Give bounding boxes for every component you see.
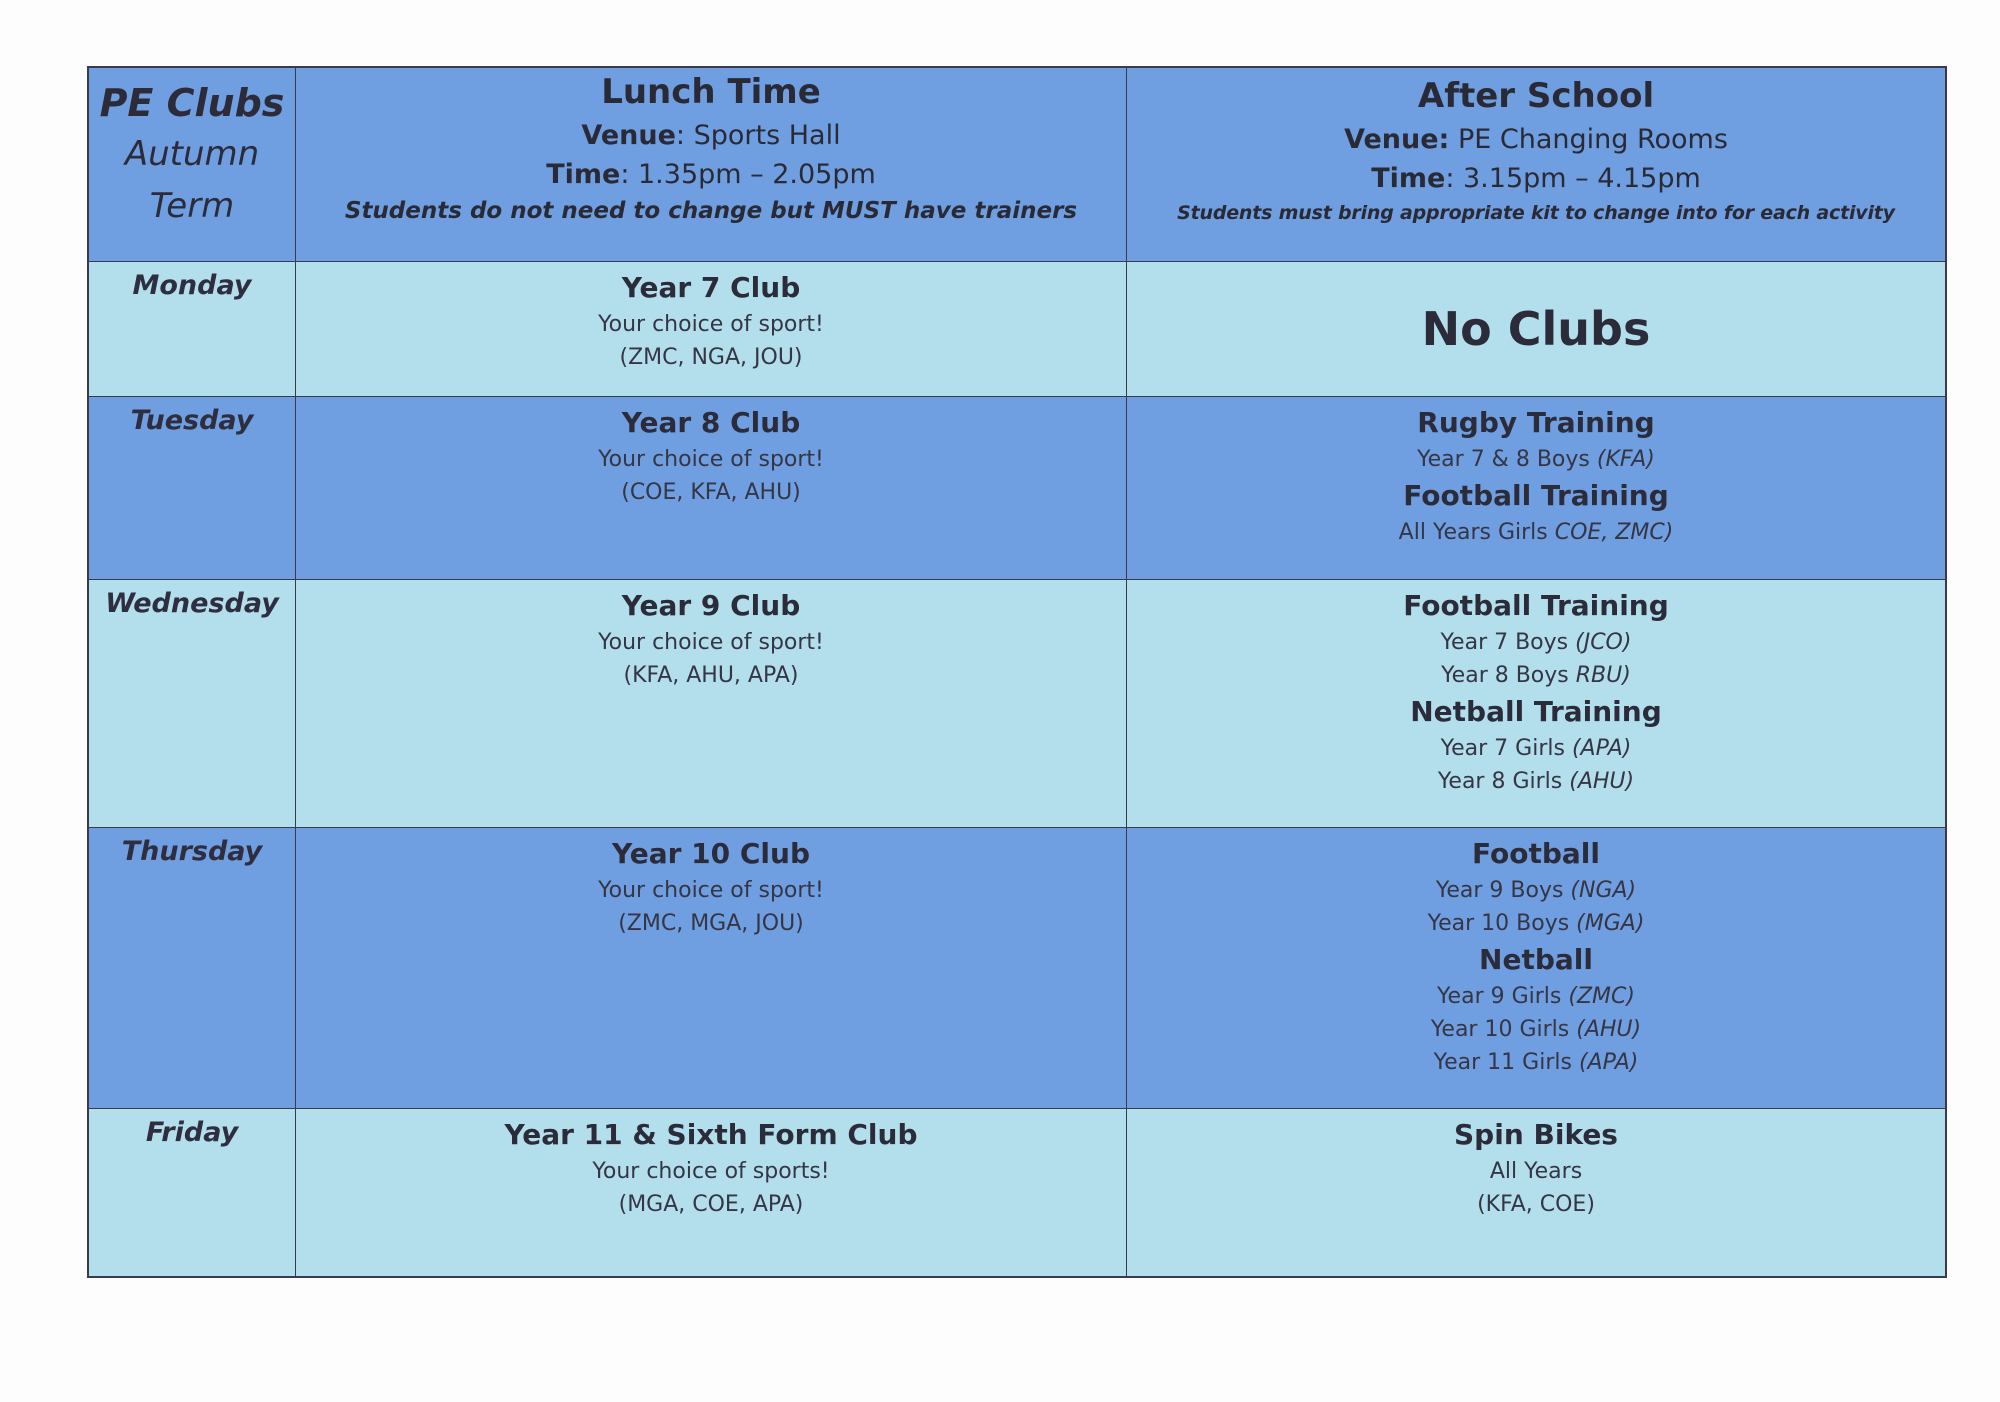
activity-title: Football bbox=[1472, 837, 1600, 870]
activity-group: Year 8 Boys RBU) bbox=[1441, 663, 1631, 688]
activity-group: Year 7 Boys (JCO) bbox=[1440, 630, 1632, 655]
monday-after-school bbox=[1127, 262, 1945, 397]
after-time: Time: 3.15pm – 4.15pm bbox=[1371, 163, 1701, 194]
row-thursday-day bbox=[89, 828, 296, 1109]
tuesday-after-school bbox=[1127, 397, 1945, 580]
tuesday-lunch bbox=[296, 397, 1127, 580]
after-venue: Venue: PE Changing Rooms bbox=[1344, 124, 1728, 155]
day-label: Tuesday bbox=[130, 405, 254, 436]
club-description: Your choice of sport! bbox=[598, 878, 824, 903]
lunch-venue: Venue: Sports Hall bbox=[581, 120, 841, 151]
thursday-after-school bbox=[1127, 828, 1945, 1109]
club-staff: (ZMC, MGA, JOU) bbox=[618, 911, 804, 936]
row-tuesday-day bbox=[89, 397, 296, 580]
activity-title: Rugby Training bbox=[1417, 406, 1655, 439]
monday-lunch bbox=[296, 262, 1127, 397]
day-label: Wednesday bbox=[105, 588, 279, 619]
row-wednesday-day bbox=[89, 580, 296, 828]
club-description: Your choice of sports! bbox=[592, 1159, 830, 1184]
after-school-header bbox=[1127, 68, 1945, 262]
activity-group: Year 9 Girls (ZMC) bbox=[1437, 984, 1635, 1009]
club-title: Year 11 & Sixth Form Club bbox=[504, 1118, 918, 1151]
activity-title: Football Training bbox=[1403, 589, 1669, 622]
activity-title: Spin Bikes bbox=[1454, 1118, 1618, 1151]
activity-title: Football Training bbox=[1403, 479, 1669, 512]
title-autumn: Autumn bbox=[124, 134, 260, 174]
activity-group: Year 7 & 8 Boys (KFA) bbox=[1417, 447, 1655, 472]
wednesday-lunch bbox=[296, 580, 1127, 828]
friday-after-school bbox=[1127, 1109, 1945, 1276]
lunch-time-title: Lunch Time bbox=[601, 72, 821, 112]
club-title: Year 10 Club bbox=[612, 837, 810, 870]
day-label: Monday bbox=[132, 270, 252, 301]
club-title: Year 7 Club bbox=[621, 271, 801, 304]
club-title: Year 8 Club bbox=[621, 406, 801, 439]
thursday-lunch bbox=[296, 828, 1127, 1109]
lunch-time: Time: 1.35pm – 2.05pm bbox=[546, 159, 876, 190]
club-description: Your choice of sport! bbox=[598, 447, 824, 472]
activity-group: Year 8 Girls (AHU) bbox=[1437, 769, 1635, 794]
corner-title bbox=[89, 68, 296, 262]
activity-title: Netball Training bbox=[1410, 695, 1662, 728]
club-staff: (COE, KFA, AHU) bbox=[621, 480, 801, 505]
after-note: Students must bring appropriate kit to change into for each activity bbox=[1177, 202, 1895, 224]
activity-group: Year 9 Boys (NGA) bbox=[1435, 878, 1637, 903]
club-title: Year 9 Club bbox=[621, 589, 801, 622]
lunch-time-header bbox=[296, 68, 1127, 262]
row-monday-day bbox=[89, 262, 296, 397]
day-label: Thursday bbox=[121, 836, 263, 867]
activity-group: All Years Girls COE, ZMC) bbox=[1398, 520, 1674, 545]
club-staff: (MGA, COE, APA) bbox=[618, 1192, 804, 1217]
activity-group: Year 10 Girls (AHU) bbox=[1430, 1017, 1642, 1042]
day-label: Friday bbox=[145, 1117, 239, 1148]
club-staff: (KFA, AHU, APA) bbox=[623, 663, 799, 688]
title-term: Term bbox=[149, 186, 235, 226]
lunch-note: Students do not need to change but MUST have trainers bbox=[344, 198, 1078, 224]
activity-title: Netball bbox=[1479, 943, 1593, 976]
club-description: Your choice of sport! bbox=[598, 630, 824, 655]
activity-group: Year 11 Girls (APA) bbox=[1433, 1050, 1639, 1075]
pe-clubs-timetable bbox=[87, 66, 1947, 1278]
activity-group: Year 7 Girls (APA) bbox=[1440, 736, 1632, 761]
activity-group: All Years bbox=[1489, 1159, 1583, 1184]
after-school-title: After School bbox=[1417, 76, 1655, 116]
title-pe-clubs: PE Clubs bbox=[99, 81, 285, 125]
friday-lunch bbox=[296, 1109, 1127, 1276]
no-clubs-text: No Clubs bbox=[1421, 302, 1651, 356]
club-staff: (ZMC, NGA, JOU) bbox=[619, 345, 803, 370]
row-friday-day bbox=[89, 1109, 296, 1276]
club-description: Your choice of sport! bbox=[598, 312, 824, 337]
wednesday-after-school bbox=[1127, 580, 1945, 828]
activity-staff: (KFA, COE) bbox=[1477, 1192, 1595, 1217]
activity-group: Year 10 Boys (MGA) bbox=[1427, 911, 1645, 936]
